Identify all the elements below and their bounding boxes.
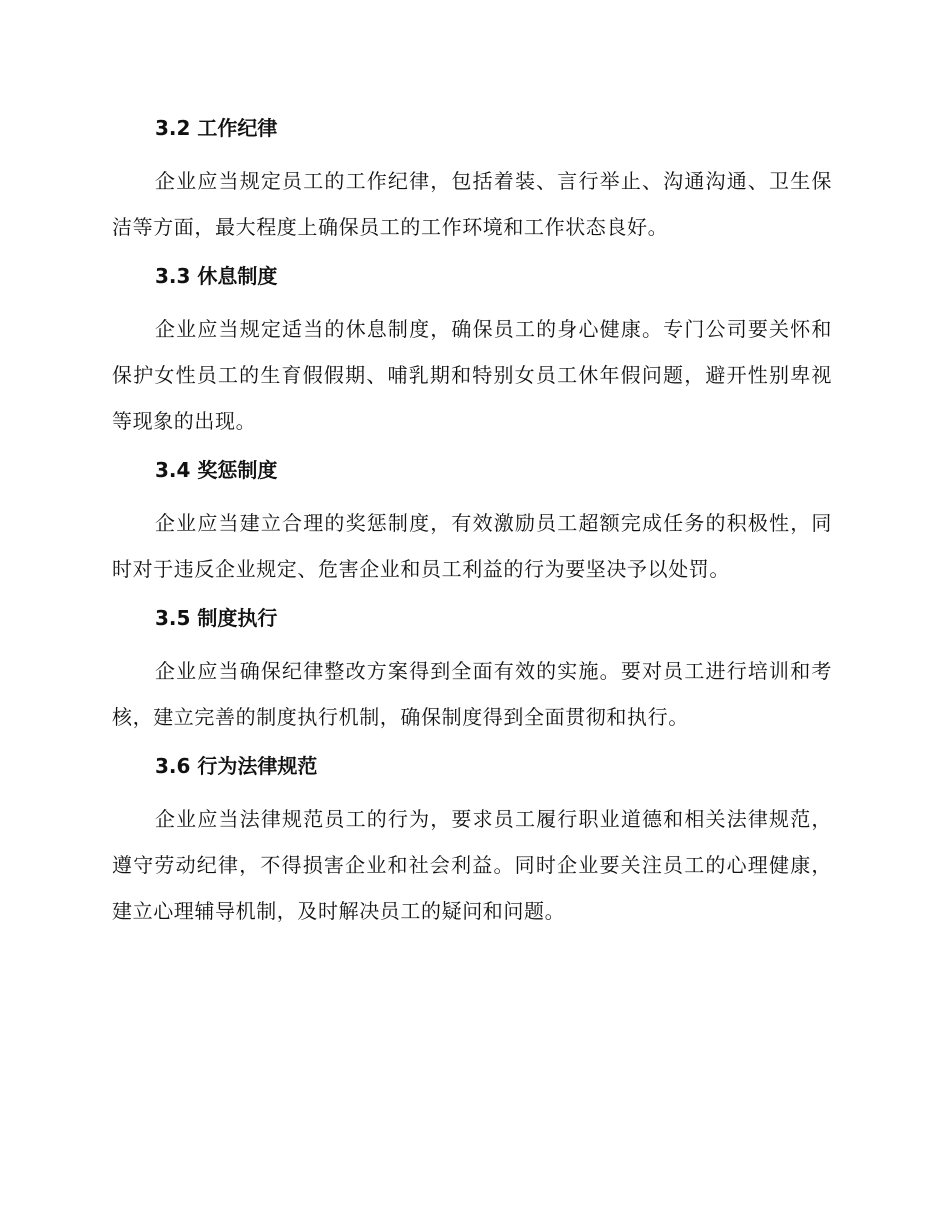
section-heading: 3.3 休息制度 [155,264,278,288]
section-paragraph: 企业应当规定员工的工作纪律，包括着装、言行举止、沟通沟通、卫生保洁等方面，最大程度上确保员工的工作环境和工作状态良好。 [112,169,832,239]
section-paragraph: 企业应当建立合理的奖惩制度，有效激励员工超额完成任务的积极性，同时对于违反企业规定、危害企业和员工利益的行为要坚决予以处罚。 [112,511,832,581]
section-3-4 [112,454,832,592]
section-heading: 3.6 行为法律规范 [155,754,318,778]
section-3-3 [112,260,832,444]
section-3-6 [112,750,832,934]
section-paragraph: 企业应当确保纪律整改方案得到全面有效的实施。要对员工进行培训和考核，建立完善的制度执行机制，确保制度得到全面贯彻和执行。 [112,659,832,729]
section-paragraph: 企业应当规定适当的休息制度，确保员工的身心健康。专门公司要关怀和保护女性员工的生育假假期、哺乳期和特别女员工休年假问题，避开性别卑视等现象的出现。 [112,317,832,433]
document-page [112,112,832,944]
section-heading: 3.2 工作纪律 [155,116,278,140]
section-heading: 3.4 奖惩制度 [155,458,278,482]
section-3-5 [112,602,832,740]
section-paragraph: 企业应当法律规范员工的行为，要求员工履行职业道德和相关法律规范，遵守劳动纪律，不得损害企业和社会利益。同时企业要关注员工的心理健康，建立心理辅导机制，及时解决员工的疑问和问题。 [112,807,832,923]
section-heading: 3.5 制度执行 [155,606,278,630]
section-3-2 [112,112,832,250]
